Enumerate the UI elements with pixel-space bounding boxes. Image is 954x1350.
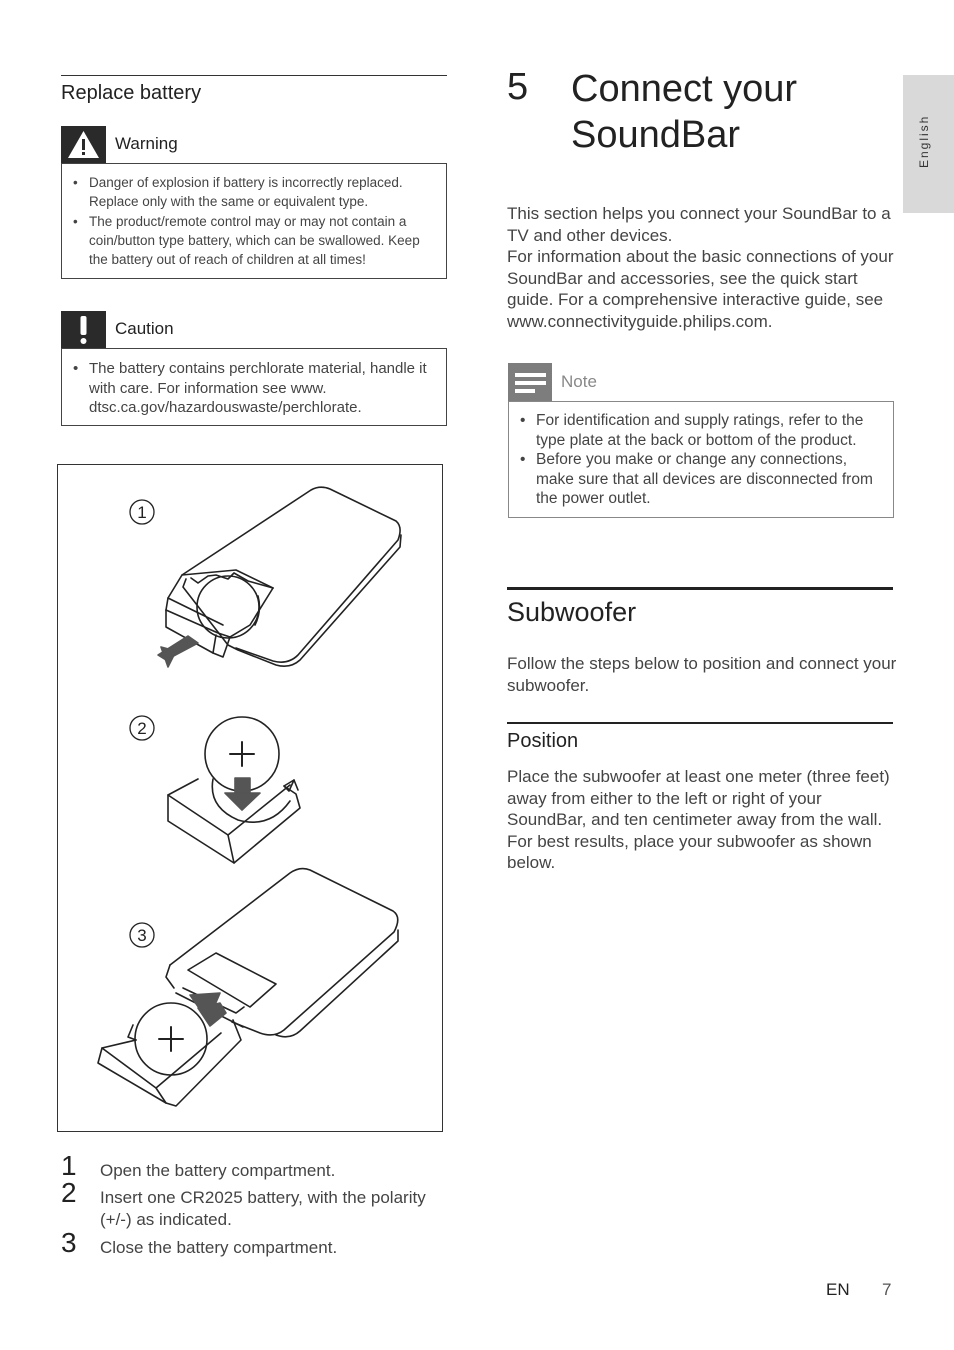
note-icon xyxy=(508,363,552,401)
step-number: 1 xyxy=(61,1150,77,1181)
subwoofer-heading: Subwoofer xyxy=(507,597,637,627)
exclamation-icon xyxy=(61,311,106,348)
warning-box xyxy=(61,163,447,279)
note-item: • For identification and supply ratings, refer to the type plate at the back or bottom of the product. xyxy=(518,411,883,450)
chapter-number: 5 xyxy=(507,66,529,108)
warning-header xyxy=(61,126,447,164)
caution-title: Caution xyxy=(115,319,174,338)
chapter-title: Connect your SoundBar xyxy=(571,68,798,156)
position-heading: Position xyxy=(507,730,579,752)
section-rule xyxy=(507,587,893,590)
section-rule xyxy=(61,75,447,76)
subsection-rule xyxy=(507,722,893,724)
intro-paragraph: This section helps you connect your SoundBar to a TV and other devices. xyxy=(507,204,891,245)
caution-item: • The battery contains perchlorate material, handle it with care. For information see www. dtsc.ca.gov/hazardouswaste/perchlorate. xyxy=(71,359,436,418)
step-number: 2 xyxy=(61,1177,77,1208)
step-text: Open the battery compartment. xyxy=(100,1161,336,1180)
warning-item: • Danger of explosion if battery is incorrectly replaced. Replace only with the same or equivalent type. xyxy=(71,173,436,212)
subwoofer-paragraph: Follow the steps below to position and connect your subwoofer. xyxy=(507,654,897,695)
step-3-illustration xyxy=(98,869,398,1106)
note-item: • Before you make or change any connections, make sure that all devices are disconnected from the power outlet. xyxy=(518,450,883,509)
intro-paragraph: For information about the basic connections of your SoundBar and accessories, see the quick start guide. For a comprehensive interactive guide, see www.connectivityguide.philips.com. xyxy=(507,247,894,331)
note-title: Note xyxy=(561,372,597,391)
step-number: 3 xyxy=(61,1227,77,1258)
warning-item: • The product/remote control may or may not contain a coin/button type battery, which can be swallowed. Keep the battery out of reach of children at all times! xyxy=(71,212,436,270)
caution-box xyxy=(61,348,447,426)
caution-header xyxy=(61,311,447,349)
warning-icon xyxy=(61,126,106,163)
step-2-illustration xyxy=(130,716,300,863)
warning-title: Warning xyxy=(115,134,178,153)
footer-language: EN xyxy=(826,1280,850,1299)
position-paragraph: Place the subwoofer at least one meter (three feet) away from either to the left or right of your SoundBar, and ten centimeter away from the wall. For best results, place your subwoofer as shown below. xyxy=(507,767,890,872)
note-header xyxy=(508,363,894,401)
illustration-label-2: 2 xyxy=(137,719,147,738)
illustration-label-1: 1 xyxy=(137,503,147,522)
battery-illustration xyxy=(57,464,443,1132)
step-text: Insert one CR2025 battery, with the polarity (+/-) as indicated. xyxy=(100,1188,426,1229)
page-number: 7 xyxy=(882,1280,892,1299)
note-box xyxy=(508,401,894,518)
language-label: English xyxy=(917,114,931,168)
step-text: Close the battery compartment. xyxy=(100,1238,338,1257)
section-heading: Replace battery xyxy=(61,82,202,104)
illustration-label-3: 3 xyxy=(137,926,147,945)
step-1-illustration xyxy=(130,487,401,667)
